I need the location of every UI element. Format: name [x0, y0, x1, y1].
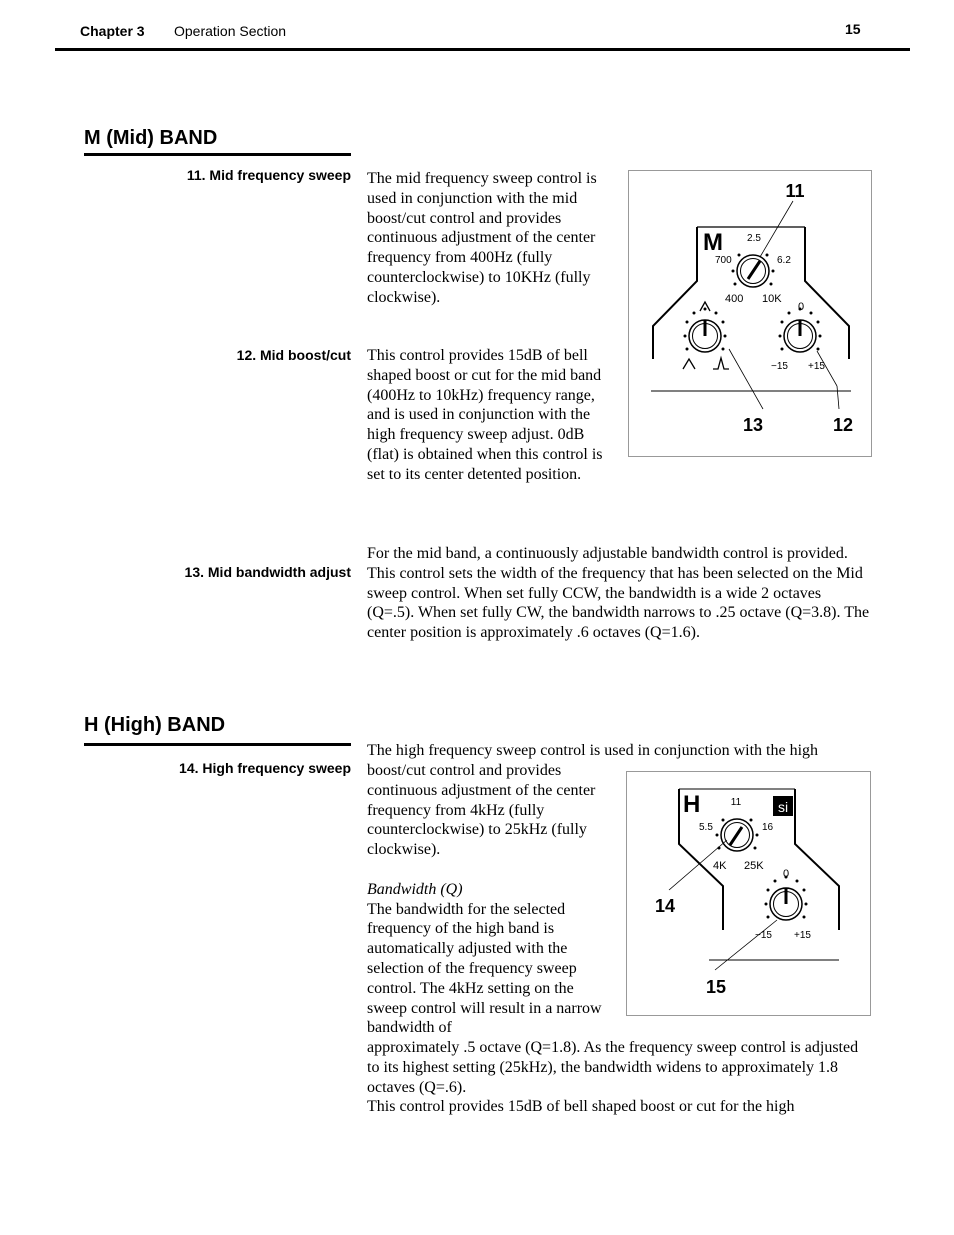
chapter-label: Chapter 3: [80, 23, 145, 39]
mid-band-title: M (Mid) BAND: [84, 127, 218, 149]
paragraph: boost/cut control and provides continuous adjustment of the center frequency from 4kHz (fully counterclockwise) to 25kHz (fully clockwise).: [367, 762, 596, 859]
high-bandwidth-wide-text: [367, 1038, 872, 1117]
callout-15: 15: [705, 977, 727, 997]
high-sweep-scale-top: 11: [730, 797, 742, 808]
narrow-bell-icon: [713, 358, 729, 369]
sweep-scale-min: 400: [725, 293, 744, 305]
boost-scale-max: +15: [808, 361, 825, 372]
mid-bandwidth-knob[interactable]: [684, 308, 727, 353]
header-rule: [55, 48, 910, 51]
paragraph: This control provides 15dB of bell shaped boost or cut for the high: [367, 1098, 795, 1116]
high-sweep-scale-left: 5.5: [699, 822, 713, 833]
bandwidth-q-subhead: Bandwidth (Q): [367, 880, 463, 898]
item-label-high-frequency-sweep: 14. High frequency sweep: [179, 760, 351, 776]
high-sweep-scale-right: 16: [762, 822, 774, 833]
paragraph: The mid frequency sweep control is used in conjunction with the mid boost/cut control and provides continuous adjustment of the center frequency from 400Hz (fully counterclockwise) to 10KHz (fully clockwise).: [367, 170, 597, 306]
mid-frequency-sweep-knob[interactable]: [732, 254, 775, 288]
high-boost-cut-knob[interactable]: [765, 876, 808, 921]
mid-band-diagram: [628, 170, 872, 457]
mid-boost-cut-text: [367, 346, 613, 485]
paragraph: The bandwidth for the selected frequency of the high band is automatically adjusted with the selection of the frequency sweep control. The 4kHz setting on the sweep control will result in a narrow bandwidth of: [367, 900, 602, 1037]
high-boost-scale-max: +15: [794, 930, 811, 941]
callout-13: 13: [742, 415, 764, 435]
high-sweep-text-first-line: The high frequency sweep control is used in conjunction with the high: [367, 742, 819, 759]
high-sweep-scale-min: 4K: [713, 860, 727, 872]
mid-frequency-sweep-text: [367, 169, 613, 308]
high-boost-scale-min: −15: [755, 930, 772, 941]
page-number: 15: [845, 21, 861, 37]
paragraph: approximately .5 octave (Q=1.8). As the frequency sweep control is adjusted to its highest setting (25kHz), the bandwidth widens to approximately 1.8 octaves (Q=.6).: [367, 1039, 859, 1096]
wide-bell-icon: [683, 359, 695, 369]
item-label-mid-frequency-sweep: 11. Mid frequency sweep: [186, 167, 351, 183]
high-band-letter: H: [683, 791, 701, 818]
boost-scale-min: −15: [771, 361, 788, 372]
sweep-scale-left: 700: [715, 255, 732, 266]
high-sweep-scale-max: 25K: [744, 860, 764, 872]
high-band-title: H (High) BAND: [84, 714, 226, 736]
paragraph: For the mid band, a continuously adjustable bandwidth control is provided. This control sets the width of the frequency that has been selected on the Mid sweep control. When set fully CCW, the bandwidth is a wide 2 octaves (Q=.5). When set fully CW, the bandwidth narrows to .25 octave (Q=3.8). The center position is approximately .6 octaves (Q=1.6).: [367, 545, 870, 642]
high-band-diagram: [626, 771, 871, 1016]
high-sweep-text: [367, 761, 613, 1038]
mid-band-letter: M: [703, 229, 723, 256]
si-badge-text: si: [777, 799, 789, 815]
paragraph: This control provides 15dB of bell shaped boost or cut for the mid band (400Hz to 10kHz) frequency range, and is used in conjunction with the high frequency sweep adjust. 0dB (flat) is obtained when this control is set to its center detented position.: [367, 347, 603, 483]
high-frequency-sweep-knob[interactable]: [716, 819, 759, 852]
boost-scale-center: 0: [797, 301, 805, 313]
mid-band-rule: [84, 153, 351, 156]
sweep-scale-top: 2.5: [747, 233, 761, 244]
item-label-mid-boost-cut: 12. Mid boost/cut: [236, 347, 351, 363]
callout-11: 11: [785, 181, 805, 201]
mid-boost-cut-knob[interactable]: [779, 308, 822, 353]
sweep-scale-max: 10K: [762, 293, 782, 305]
high-band-rule: [84, 743, 351, 746]
section-label: Operation Section: [174, 23, 287, 39]
sweep-scale-right: 6.2: [777, 255, 791, 266]
high-boost-scale-center: 0: [782, 868, 790, 880]
item-label-mid-bandwidth-adjust: 13. Mid bandwidth adjust: [184, 564, 351, 580]
mid-bandwidth-text: [367, 544, 872, 643]
callout-12: 12: [832, 415, 854, 435]
callout-14: 14: [654, 896, 676, 916]
